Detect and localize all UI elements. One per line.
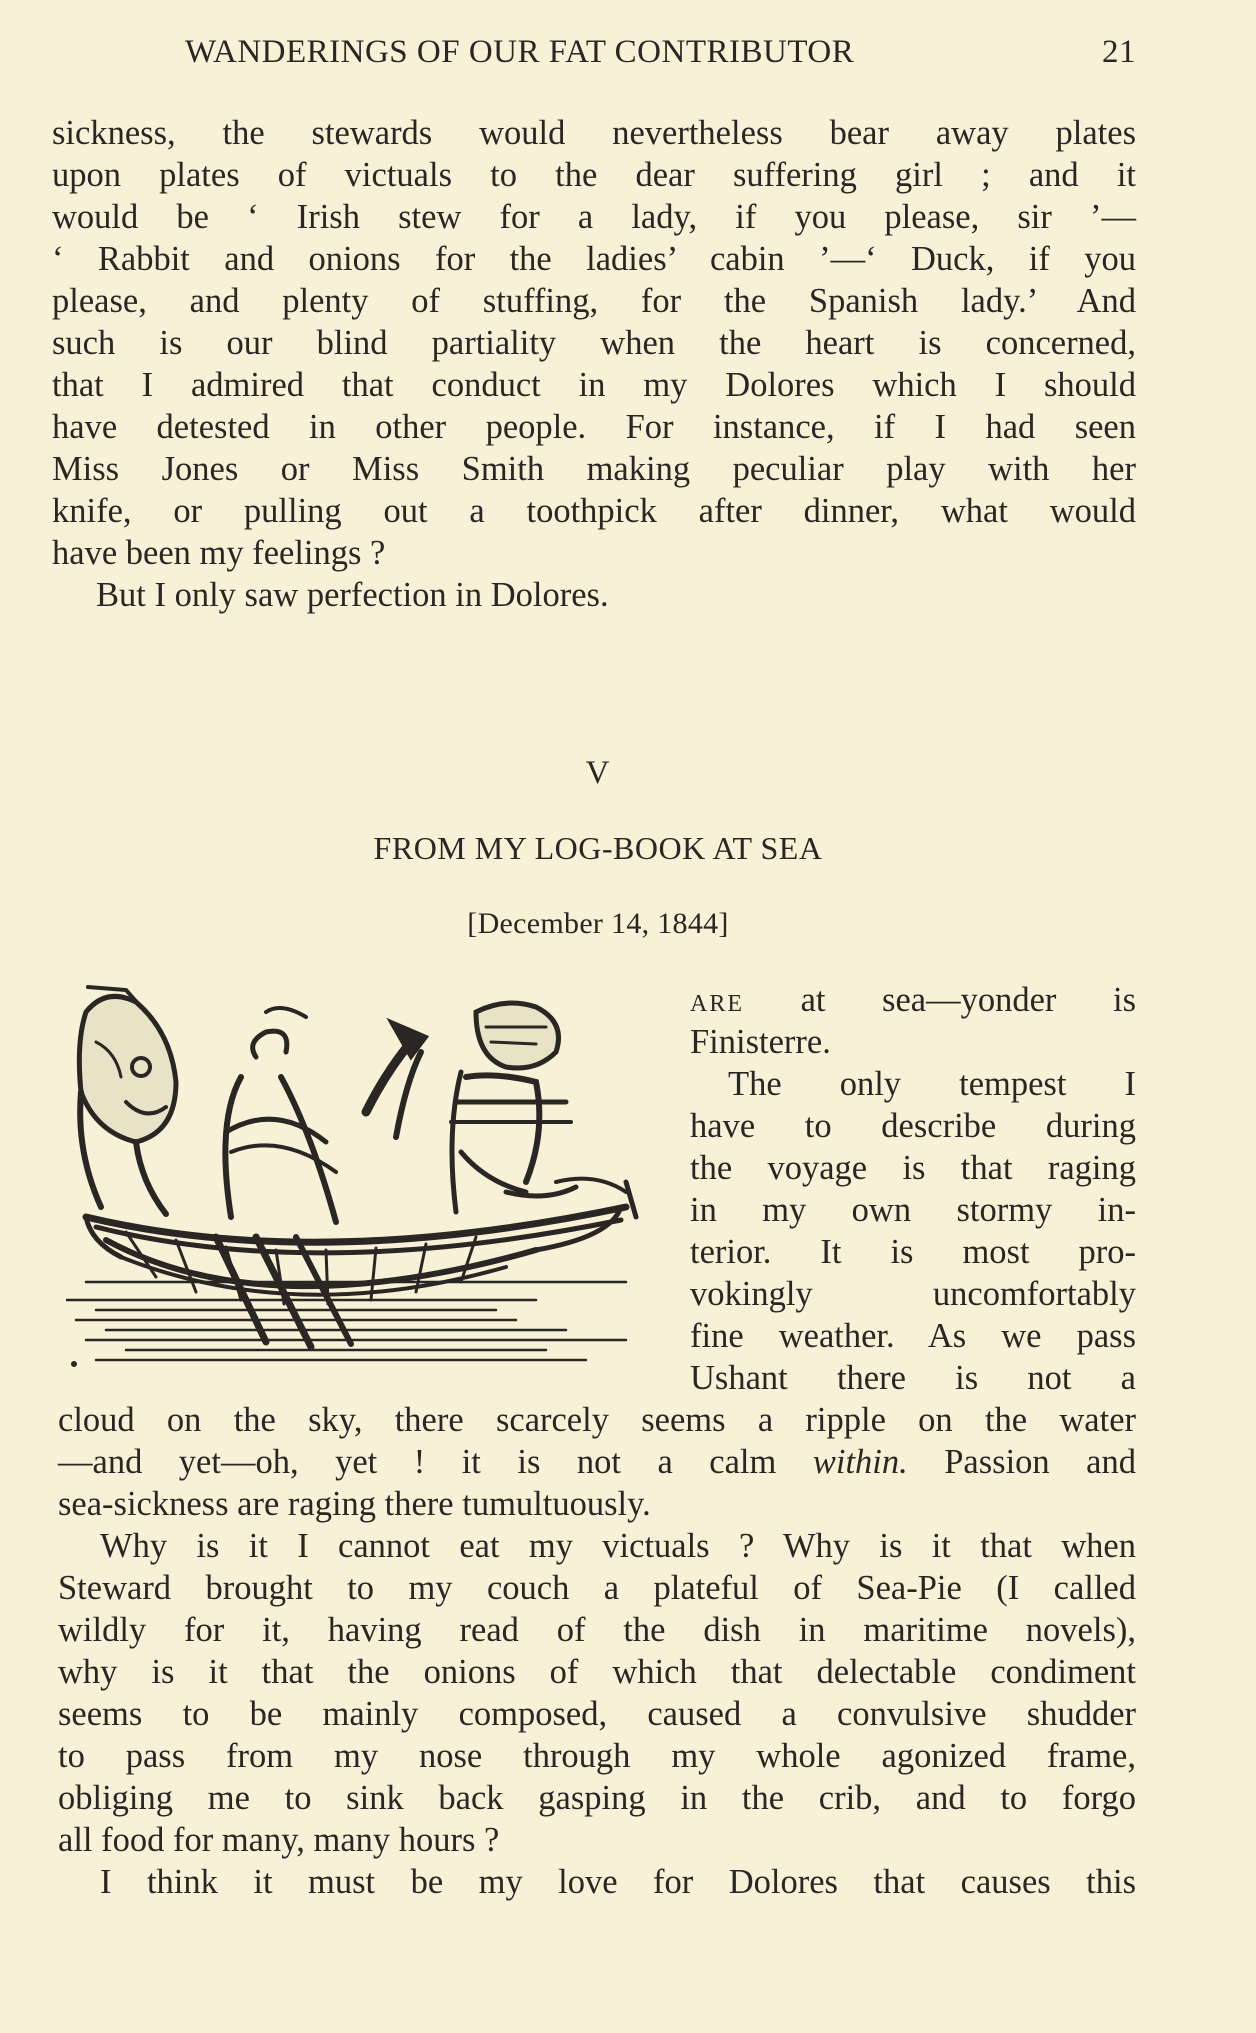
- text-line: vokingly uncomfortably: [690, 1275, 1136, 1313]
- chapter-numeral: V: [585, 755, 611, 791]
- text-line: cloud on the sky, there scarcely seems a ripple on the water: [58, 1401, 1136, 1439]
- text-span: —and yet—oh, yet ! it is not a calm: [58, 1443, 813, 1481]
- text-line: wildly for it, having read of the dish in maritime novels),: [58, 1611, 1136, 1649]
- text-line: would be ‘ Irish stew for a lady, if you please, sir ’—: [52, 198, 1136, 236]
- lead-word: are: [690, 981, 744, 1019]
- text-line: terior. It is most pro-: [690, 1233, 1136, 1271]
- text-line: I think it must be my love for Dolores that causes this: [100, 1863, 1136, 1901]
- text-line: sickness, the stewards would nevertheless bear away plates: [52, 114, 1136, 152]
- chapter-date: [December 14, 1844]: [467, 907, 729, 940]
- closing-line: But I only saw perfection in Dolores.: [96, 576, 609, 614]
- text-line: have detested in other people. For instance, if I had seen: [52, 408, 1136, 446]
- text-span: Passion and: [907, 1443, 1136, 1481]
- text-line: that I admired that conduct in my Dolores which I should: [52, 366, 1136, 404]
- text-line: such is our blind partiality when the heart is concerned,: [52, 324, 1136, 362]
- text-line: Finisterre.: [690, 1023, 831, 1061]
- text-line: [58, 1441, 1136, 1483]
- text-line: have to describe during: [690, 1107, 1136, 1145]
- text-line: [690, 979, 1136, 1021]
- chapter-title: FROM MY LOG-BOOK AT SEA: [373, 830, 823, 866]
- text-line: obliging me to sink back gasping in the crib, and to forgo: [58, 1779, 1136, 1817]
- text-line: Steward brought to my couch a plateful of Sea-Pie (I called: [58, 1569, 1136, 1607]
- text-line: upon plates of victuals to the dear suffering girl ; and it: [52, 156, 1136, 194]
- boat-engraving-icon: [66, 982, 661, 1382]
- text-line: have been my feelings ?: [52, 534, 386, 572]
- text-line: Why is it I cannot eat my victuals ? Why is it that when: [100, 1527, 1136, 1565]
- text-line: ‘ Rabbit and onions for the ladies’ cabin ’—‘ Duck, if you: [52, 240, 1136, 278]
- text-line: all food for many, many hours ?: [58, 1821, 500, 1859]
- running-header: [50, 30, 1136, 76]
- first-line-rest: at sea—yonder is: [744, 981, 1136, 1019]
- text-line: in my own stormy in-: [690, 1191, 1136, 1229]
- text-line: sea-sickness are raging there tumultuously.: [58, 1485, 651, 1523]
- boat-engraving-illustration: [66, 982, 661, 1382]
- page-number: 21: [1102, 34, 1136, 70]
- text-line: to pass from my nose through my whole agonized frame,: [58, 1737, 1136, 1775]
- text-line: why is it that the onions of which that delectable condiment: [58, 1653, 1136, 1691]
- text-line: Ushant there is not a: [690, 1359, 1136, 1397]
- text-line: knife, or pulling out a toothpick after dinner, what would: [52, 492, 1136, 530]
- text-line: Miss Jones or Miss Smith making peculiar play with her: [52, 450, 1136, 488]
- text-line: fine weather. As we pass: [690, 1317, 1136, 1355]
- text-line: seems to be mainly composed, caused a convulsive shudder: [58, 1695, 1136, 1733]
- emphasis: within.: [812, 1443, 908, 1481]
- text-line: The only tempest I: [728, 1065, 1136, 1103]
- text-line: please, and plenty of stuffing, for the Spanish lady.’ And: [52, 282, 1136, 320]
- running-title: WANDERINGS OF OUR FAT CONTRIBUTOR: [185, 34, 855, 70]
- text-line: the voyage is that raging: [690, 1149, 1136, 1187]
